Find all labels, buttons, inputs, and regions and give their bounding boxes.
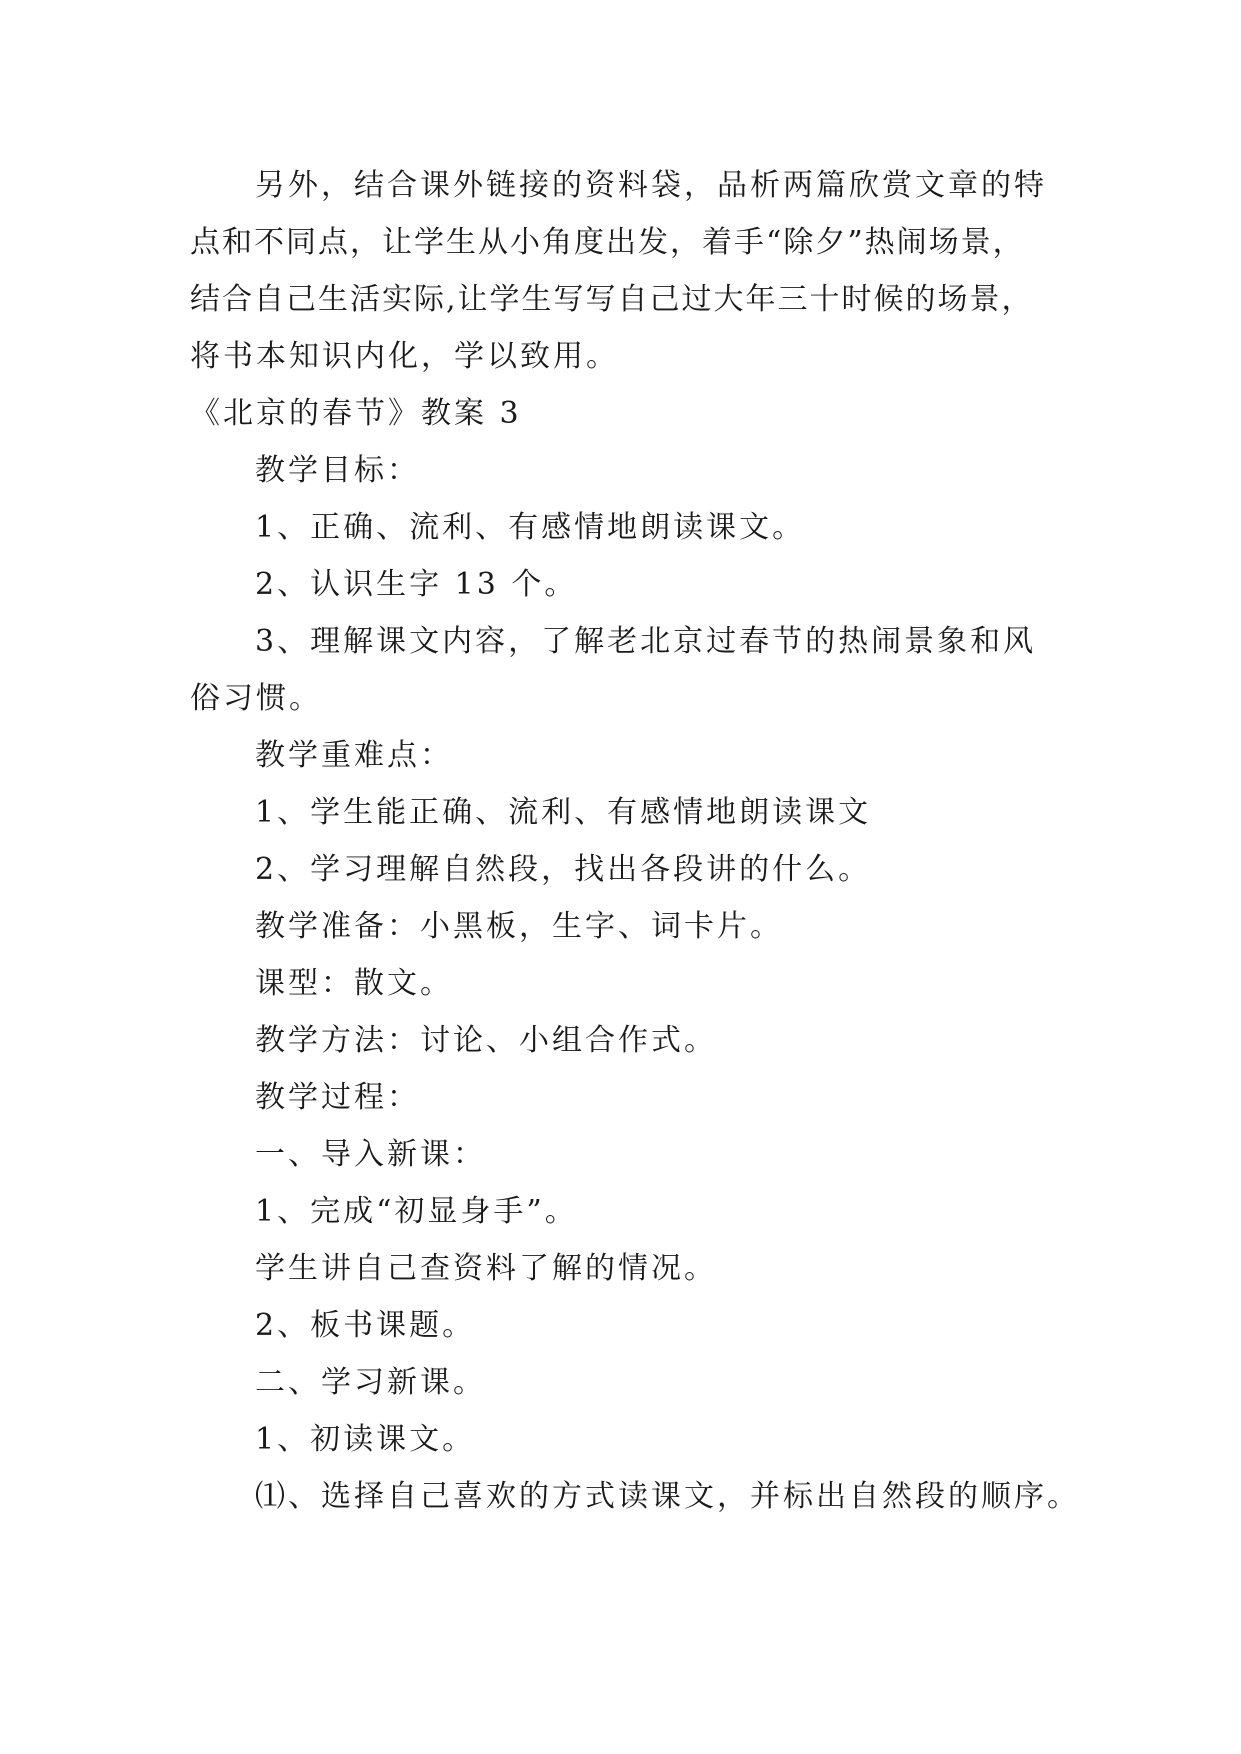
list-item: 1、完成“初显身手”。	[255, 1194, 578, 1229]
paragraph-line: 将书本知识内化，学以致用。	[190, 339, 619, 374]
paragraph-line: 另外，结合课外链接的资料袋，品析两篇欣赏文章的特	[255, 168, 1047, 203]
list-item-continuation: 俗习惯。	[190, 681, 322, 716]
subheading: 二、学习新课。	[255, 1365, 486, 1400]
list-item: 2、认识生字 13 个。	[255, 567, 578, 602]
paragraph-line: 结合自己生活实际,让学生写写自己过大年三十时候的场景，	[190, 282, 1034, 317]
paragraph-line: 点和不同点，让学生从小角度出发，着手“除夕”热闹场景，	[190, 225, 1025, 260]
section-title: 《北京的春节》教案 3	[190, 396, 522, 431]
paragraph-line: 教学准备：小黑板，生字、词卡片。	[255, 909, 783, 944]
list-item: 2、学习理解自然段，找出各段讲的什么。	[255, 852, 872, 887]
heading-key-points: 教学重难点：	[255, 738, 453, 773]
list-item: 3、理解课文内容，了解老北京过春节的热闹景象和风	[255, 624, 1037, 659]
paragraph-line: 课型：散文。	[255, 966, 453, 1001]
list-item: 1、学生能正确、流利、有感情地朗读课文	[255, 795, 872, 830]
subheading: 一、导入新课：	[255, 1137, 486, 1172]
paragraph-line: 学生讲自己查资料了解的情况。	[255, 1251, 717, 1286]
list-item: ⑴、选择自己喜欢的方式读课文，并标出自然段的顺序。	[255, 1479, 1080, 1514]
list-item: 2、板书课题。	[255, 1308, 476, 1343]
list-item: 1、初读课文。	[255, 1422, 476, 1457]
heading-objectives: 教学目标：	[255, 453, 420, 488]
paragraph-line: 教学方法：讨论、小组合作式。	[255, 1023, 717, 1058]
heading-process: 教学过程：	[255, 1080, 420, 1115]
list-item: 1、正确、流利、有感情地朗读课文。	[255, 510, 806, 545]
